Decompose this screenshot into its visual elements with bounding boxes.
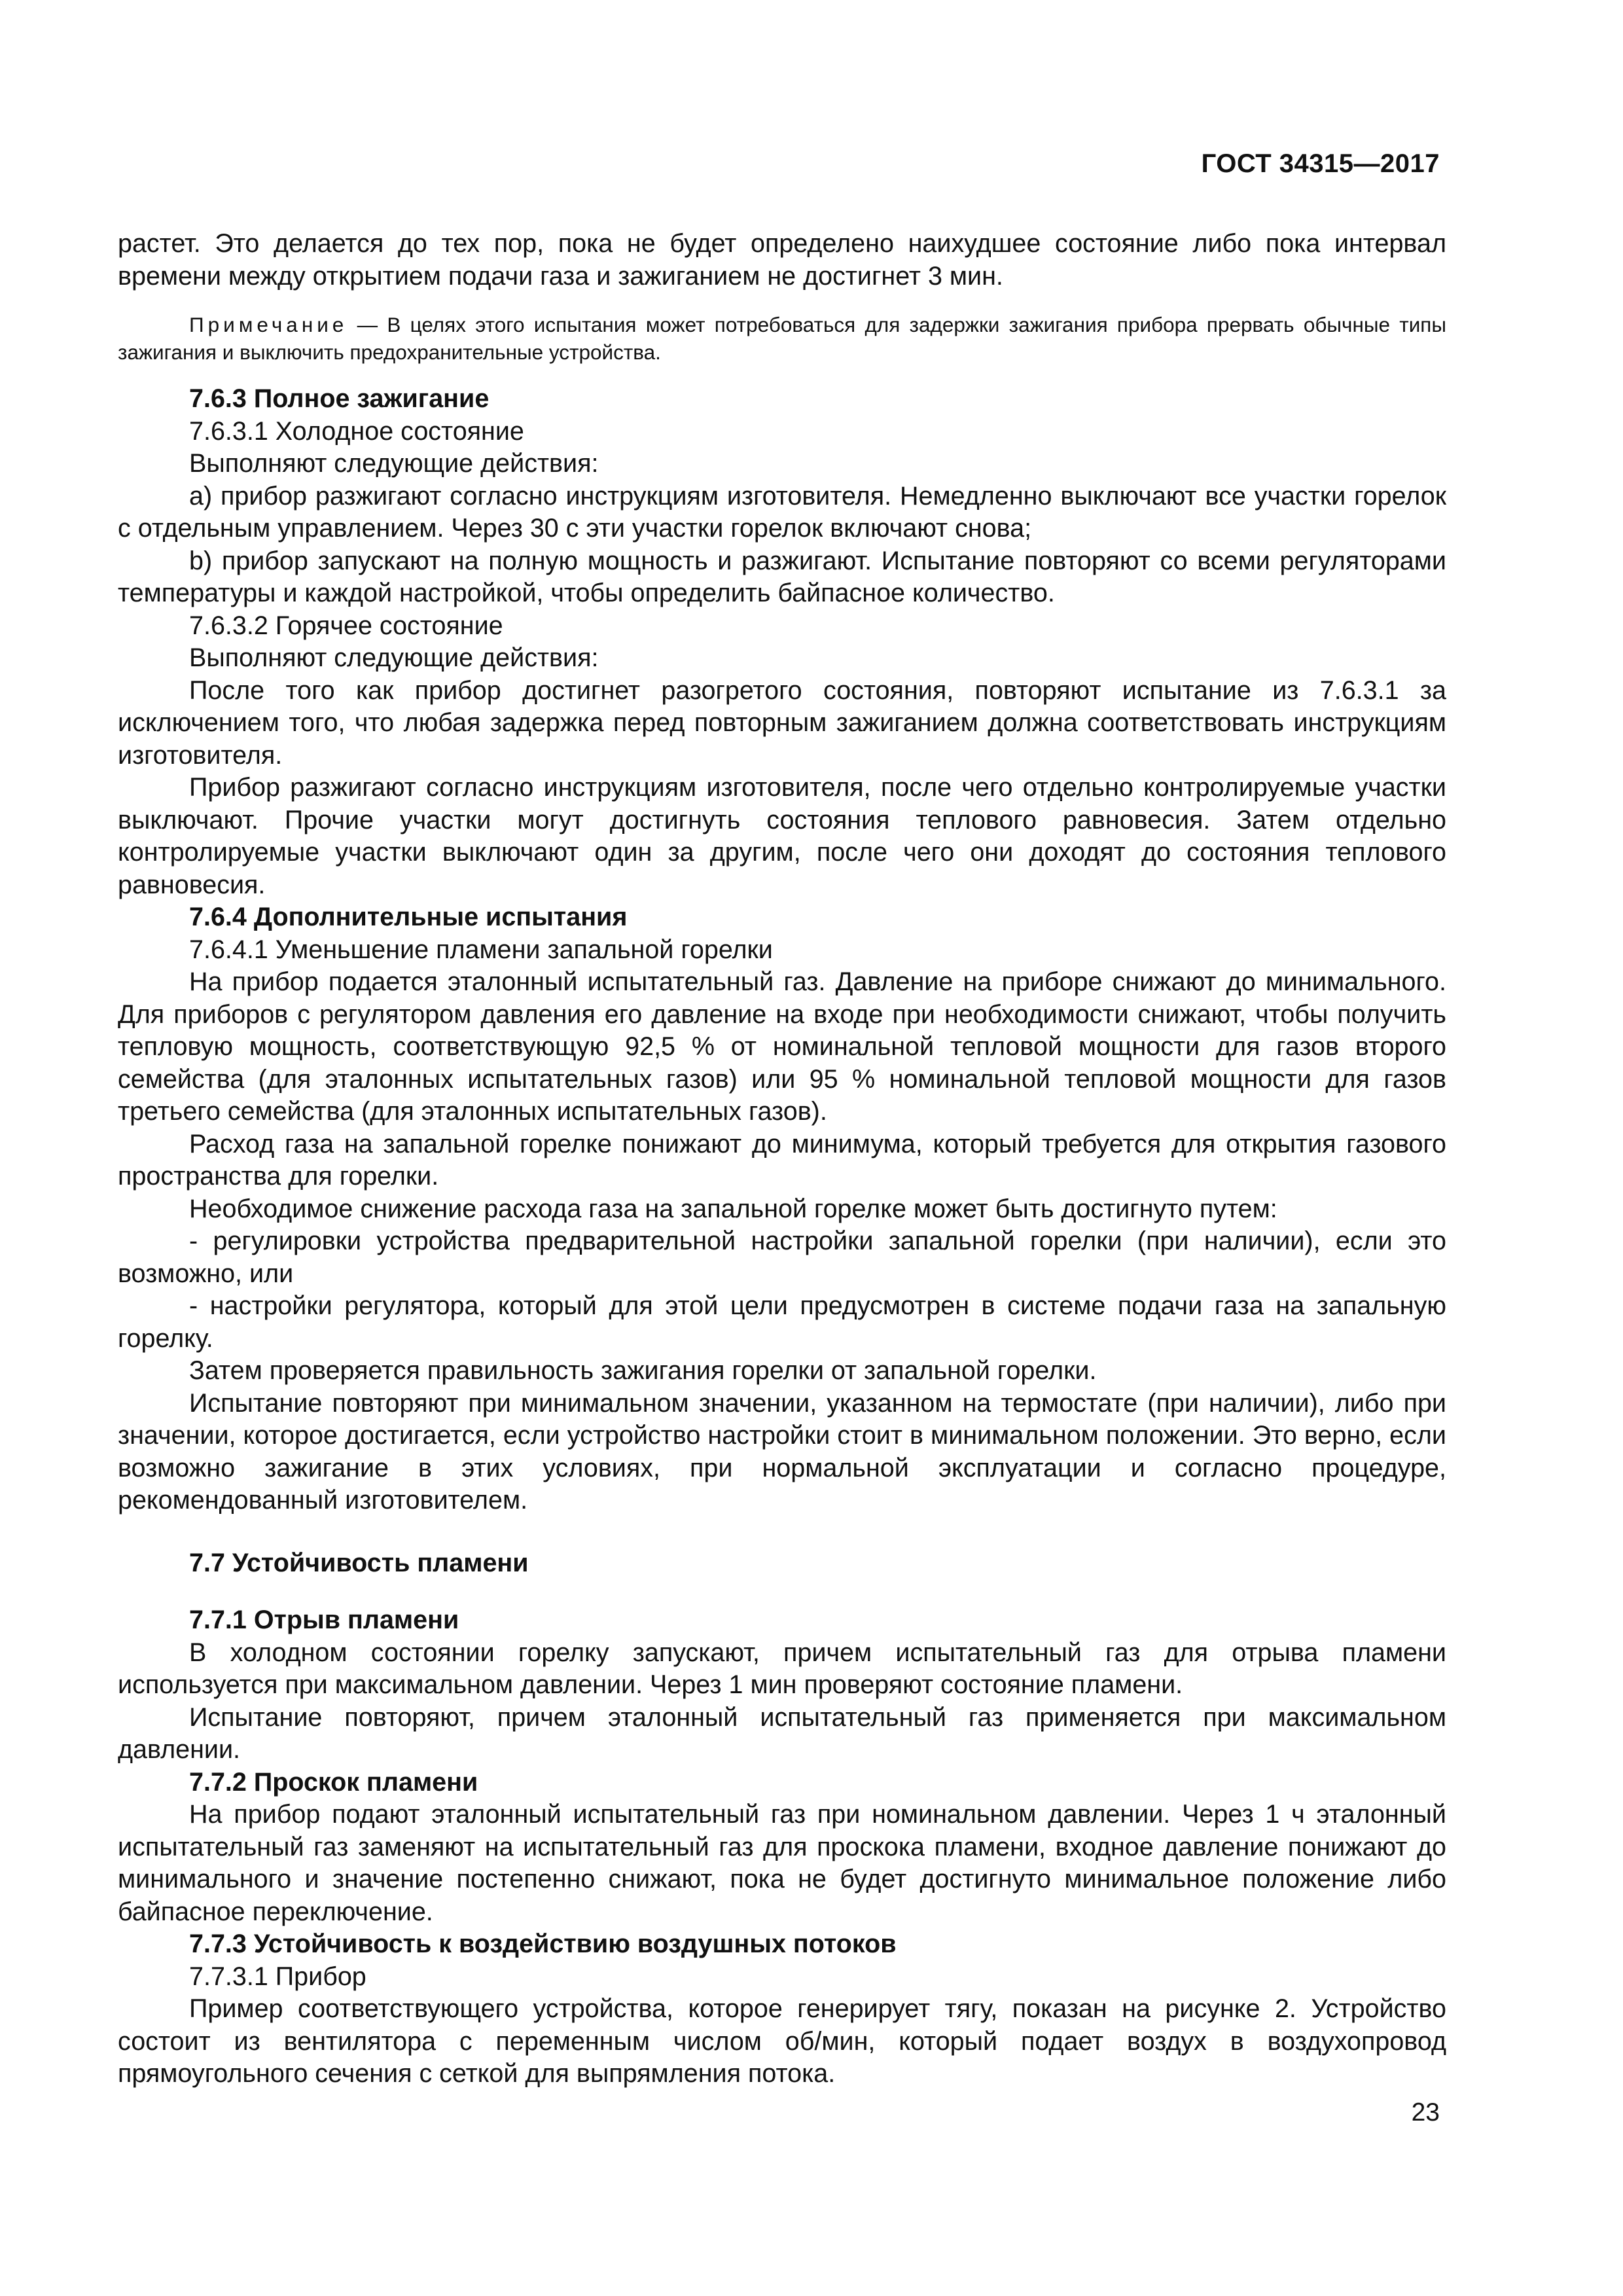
paragraph: После того как прибор достигнет разогретого состояния, повторяют испытание из 7.6.3.1 за исключением того, что любая задержка перед повторным зажиганием должна соответствовать инструкциям изготовителя. — [118, 675, 1446, 770]
note-text: В целях этого испытания может потребоваться для задержки зажигания прибора прервать обычные типы зажигания и выключить предохранительные устройства. — [118, 313, 1446, 364]
paragraph: Прибор разжигают согласно инструкциям изготовителя, после чего отдельно контролируемые участки выключают. Прочие участки могут достигнуть состояния теплового равновесия. Затем отдельно контролируемые участки выключают один за другим, после чего они доходят до состояния теплового равновесия. — [118, 773, 1446, 899]
list-item: - настройки регулятора, который для этой цели предусмотрен в системе подачи газа на запальную горелку. — [118, 1291, 1446, 1353]
paragraph: В холодном состоянии горелку запускают, причем испытательный газ для отрыва пламени используется при максимальном давлении. Через 1 мин проверяют состояние пламени. — [118, 1638, 1446, 1699]
paragraph: На прибор подают эталонный испытательный газ при номинальном давлении. Через 1 ч эталонный испытательный газ заменяют на испытательный газ для проскока пламени, входное давление понижают до минимального и значение постепенно снижают, пока не будет достигнуто минимальное положение либо байпасное переключение. — [118, 1800, 1446, 1926]
list-item: a) прибор разжигают согласно инструкциям изготовителя. Немедленно выключают все участки горелок с отдельным управлением. Через 30 с эти участки горелок включают снова; — [118, 481, 1446, 543]
subsection-heading: 7.7.3.1 Прибор — [189, 1962, 366, 1991]
subsection-heading: 7.6.3.1 Холодное состояние — [189, 416, 524, 446]
note — [118, 311, 1446, 366]
paragraph: Выполняют следующие действия: — [189, 449, 599, 478]
section-heading: 7.7.3 Устойчивость к воздействию воздушных потоков — [189, 1929, 897, 1958]
note-dash: — — [348, 313, 387, 336]
section-heading: 7.7 Устойчивость пламени — [189, 1548, 529, 1577]
paragraph: Необходимое снижение расхода газа на запальной горелке может быть достигнуто путем: — [189, 1194, 1277, 1223]
paragraph: На прибор подается эталонный испытательный газ. Давление на приборе снижают до минимального. Для приборов с регулятором давления его давление на входе при необходимости снижают, чтобы получить тепловую мощность, соответствующую 92,5 % от номинальной тепловой мощности для газов второго семейства (для эталонных испытательных газов) или 95 % номинальной тепловой мощности для газов третьего семейства (для эталонных испытательных газов). — [118, 967, 1446, 1126]
section-heading: 7.7.1 Отрыв пламени — [189, 1605, 459, 1634]
document-body — [118, 228, 1446, 2090]
page-number: 23 — [1411, 2098, 1440, 2126]
subsection-heading: 7.6.4.1 Уменьшение пламени запальной горелки — [189, 935, 773, 964]
section-heading: 7.7.2 Проскок пламени — [189, 1767, 478, 1797]
subsection-heading: 7.6.3.2 Горячее состояние — [189, 611, 503, 640]
section-heading: 7.6.4 Дополнительные испытания — [189, 903, 628, 931]
paragraph: растет. Это делается до тех пор, пока не будет определено наихудшее состояние либо пока интервал времени между открытием подачи газа и зажиганием не достигнет 3 мин. — [118, 229, 1446, 291]
paragraph: Пример соответствующего устройства, которое генерирует тягу, показан на рисунке 2. Устройство состоит из вентилятора с переменным числом об/мин, который подает воздух в воздухопровод прямоугольного сечения с сеткой для выпрямления потока. — [118, 1994, 1446, 2088]
list-item: - регулировки устройства предварительной настройки запальной горелки (при наличии), если это возможно, или — [118, 1227, 1446, 1288]
paragraph: Испытание повторяют при минимальном значении, указанном на термостате (при наличии), либо при значении, которое достигается, если устройство настройки стоит в минимальном положении. Это верно, если возможно зажигание в этих условиях, при нормальной эксплуатации и согласно процедуре, рекомендованный изготовителем. — [118, 1388, 1446, 1515]
paragraph: Испытание повторяют, причем эталонный испытательный газ применяется при максимальном давлении. — [118, 1702, 1446, 1764]
section-heading: 7.6.3 Полное зажигание — [189, 384, 490, 413]
note-label: Примечание — [189, 313, 348, 336]
document-header: ГОСТ 34315—2017 — [1201, 149, 1440, 178]
paragraph: Расход газа на запальной горелке понижают до минимума, который требуется для открытия газового пространства для горелки. — [118, 1129, 1446, 1191]
paragraph: Затем проверяется правильность зажигания горелки от запальной горелки. — [189, 1356, 1097, 1385]
paragraph: Выполняют следующие действия: — [189, 643, 599, 672]
list-item: b) прибор запускают на полную мощность и разжигают. Испытание повторяют со всеми регуляторами температуры и каждой настройкой, чтобы определить байпасное количество. — [118, 546, 1446, 607]
